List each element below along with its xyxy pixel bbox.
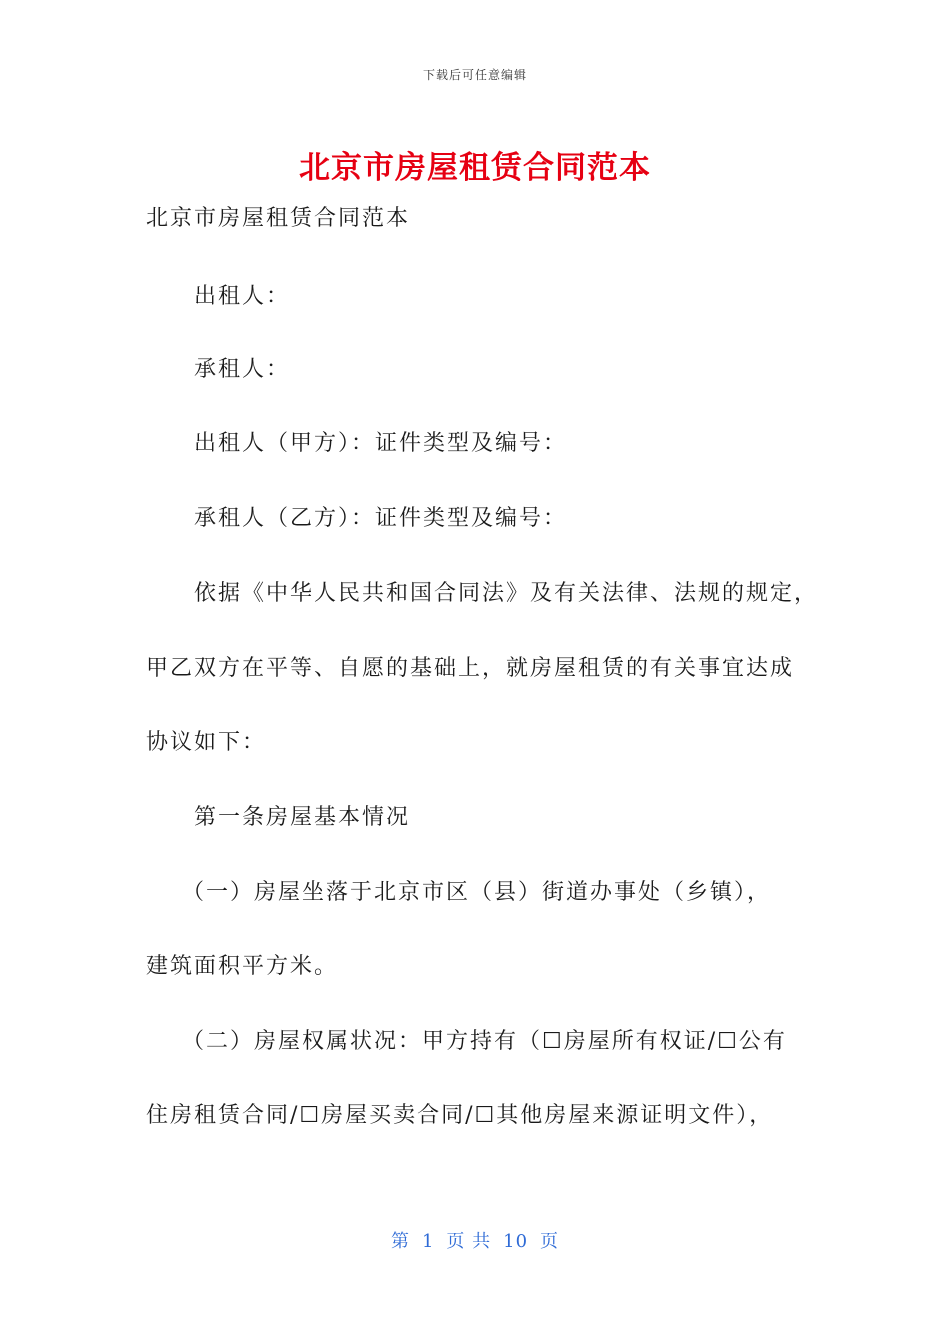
lessee-line: 承租人： xyxy=(194,357,291,382)
article-heading: 第一条房屋基本情况 xyxy=(194,805,411,830)
document-title: 北京市房屋租赁合同范本 xyxy=(299,150,651,186)
lessor-id-line: 出租人（甲方）：证件类型及编号： xyxy=(194,431,568,456)
footer-middle: 页 共 xyxy=(446,1231,492,1252)
paragraph-line: 依据《中华人民共和国合同法》及有关法律、法规的规定， xyxy=(194,581,819,606)
paragraph-line: 住房租赁合同/☐房屋买卖合同/☐其他房屋来源证明文件）， xyxy=(146,1103,774,1128)
paragraph-line: 甲乙双方在平等、自愿的基础上，就房屋租赁的有关事宜达成 xyxy=(146,656,795,681)
paragraph-line: 协议如下： xyxy=(146,730,267,755)
header-note: 下载后可任意编辑 xyxy=(422,68,527,82)
footer-total-pages: 10 xyxy=(503,1231,529,1252)
footer-page-number: 1 xyxy=(421,1231,435,1252)
paragraph-line: （一）房屋坐落于北京市区（县）街道办事处（乡镇）， xyxy=(182,880,772,905)
subtitle-line: 北京市房屋租赁合同范本 xyxy=(146,206,411,231)
paragraph-line: 建筑面积平方米。 xyxy=(146,954,339,979)
footer-suffix: 页 xyxy=(540,1231,560,1252)
page-footer xyxy=(0,1227,950,1253)
paragraph-line: （二）房屋权属状况：甲方持有（☐房屋所有权证/☐公有 xyxy=(182,1029,787,1054)
lessor-line: 出租人： xyxy=(194,284,291,309)
lessee-id-line: 承租人（乙方）：证件类型及编号： xyxy=(194,506,568,531)
footer-prefix: 第 xyxy=(390,1231,410,1252)
